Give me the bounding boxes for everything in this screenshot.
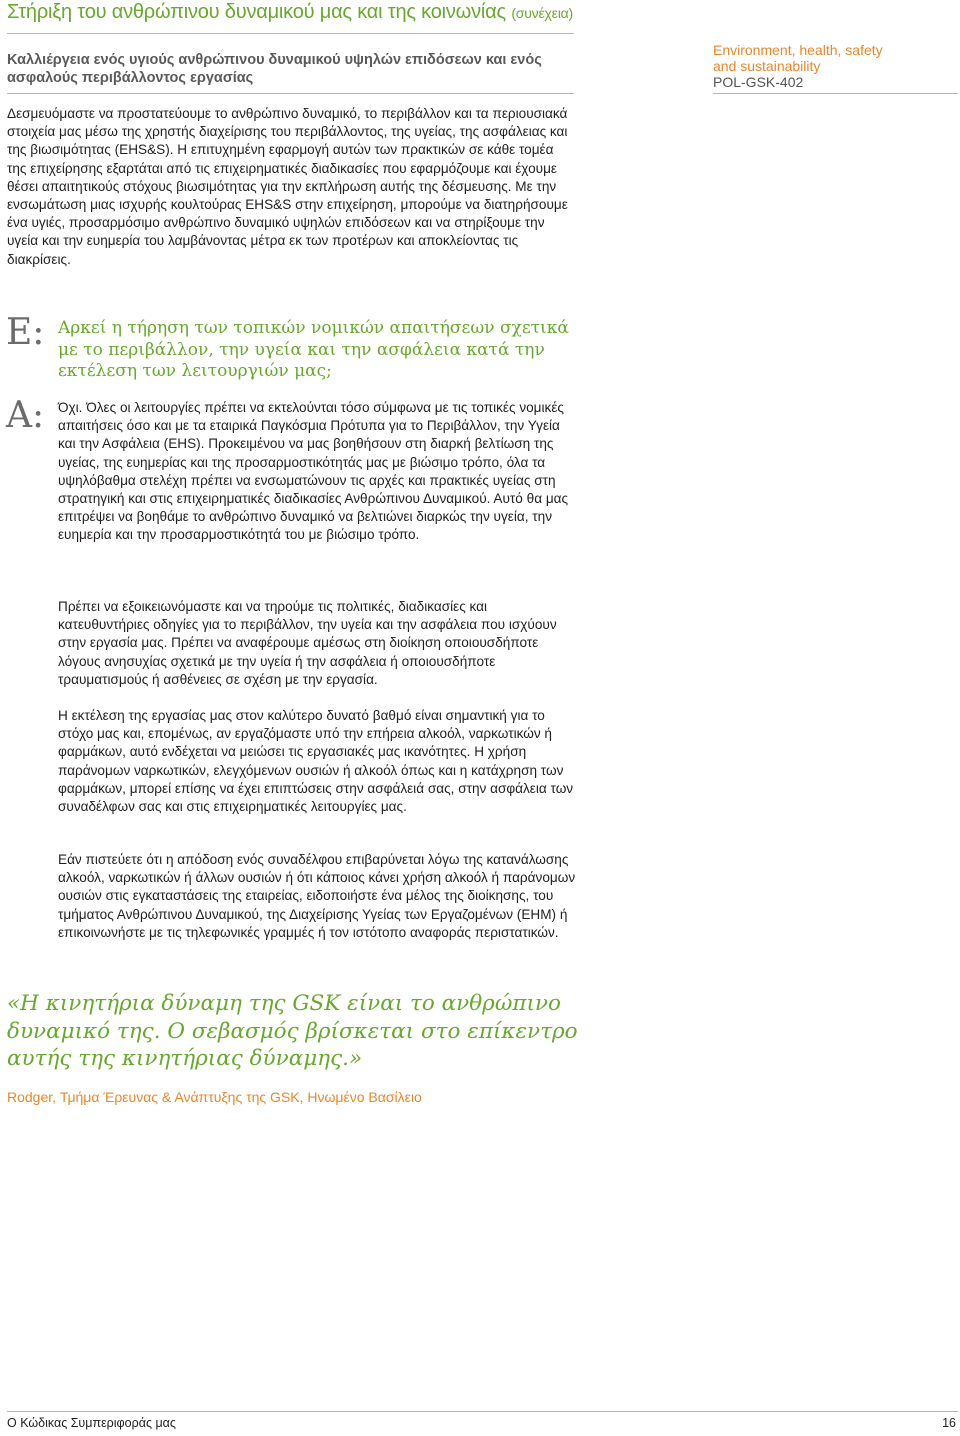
policy-reference (713, 42, 958, 90)
answer-paragraph-1: Όχι. Όλες οι λειτουργίες πρέπει να εκτελούνται τόσο σύμφωνα με τις τοπικές νομικές απαιτήσεις όσο και με τα εταιρικά Παγκόσμια Πρότυπα για το Περιβάλλον, την Υγεία και την Ασφάλεια (EHS). Προκειμένου να μας βοηθήσουν στη διαρκή βελτίωση της υγείας, της ευημερίας και της προσαρμοστικότητάς μας με βιώσιμο τρόπο, όλα τα υψηλόβαθμα στελέχη πρέπει να ενσωματώνουν τις αρχές και πρακτικές υγείας στη στρατηγική και στις επιχειρηματικές διαδικασίες Ανθρώπινου Δυναμικού. Αυτό θα μας επιτρέψει να βοηθάμε το ανθρώπινο δυναμικό να βελτιώνει διαρκώς την υγεία, την ευημερία και την προσαρμοστικότητά του με βιώσιμο τρόπο. (58, 400, 569, 543)
page-title-text: Στήριξη του ανθρώπινου δυναμικού μας και της κοινωνίας (7, 1, 506, 23)
title-divider (7, 33, 574, 34)
question-label: Ε: (6, 312, 45, 353)
answer-label: Α: (6, 395, 45, 436)
page-title-suffix: (συνέχεια) (511, 5, 573, 21)
answer-paragraph-3: Η εκτέλεση της εργασίας μας στον καλύτερο δυνατό βαθμό είναι σημαντική για το στόχο μας και, επομένως, αν εργαζόμαστε υπό την επήρεια αλκοόλ, ναρκωτικών ή φαρμάκων, αυτό ενδέχεται να μειώσει τις εργασιακές μας ικανότητες. Η χρήση παράνομων ναρκωτικών, ελεγχόμενων ουσιών ή αλκοόλ όπως και η κατάχρηση των φαρμάκων, μπορεί επίσης να έχει επιπτώσεις στην ασφάλειά σας, στην ασφάλεια των συναδέλφων σας και στις επιχειρηματικές λειτουργίες μας. (58, 708, 574, 815)
pull-quote: «Η κινητήρια δύναμη της GSK είναι το ανθρώπινο δυναμικό της. Ο σεβασμός βρίσκεται στο επίκεντρο αυτής της κινητήριας δύναμης.» (7, 991, 578, 1071)
footer-divider (7, 1411, 958, 1412)
footer-document-title: Ο Κώδικας Συμπεριφοράς μας (7, 1416, 176, 1430)
intro-paragraph: Δεσμευόμαστε να προστατεύουμε το ανθρώπινο δυναμικό, το περιβάλλον και τα περιουσιακά στοιχεία μας μέσω της χρηστής διαχείρισης του περιβάλλοντος, της υγείας, της ασφάλειας και της βιωσιμότητας (EHS&S). Η επιτυχημένη εφαρμογή αυτών των πρακτικών σε κάθε τομέα της επιχείρησης εξαρτάται από τις επιχειρηματικές διαδικασίες που εφαρμόζουμε και έχουμε θέσει απαιτητικούς στόχους βιωσιμότητας για την εκπλήρωση αυτής της δέσμευσης. Με την ενσωμάτωση μιας ισχυρής κουλτούρας EHS&S στην επιχείρηση, μπορούμε να διατηρήσουμε ένα υγιές, προσαρμόσιμο ανθρώπινο δυναμικό υψηλών επιδόσεων και να στηρίξουμε την υγεία και την ευημερία του λαμβάνοντας μέτρα εκ των προτέρων και αποκλείοντας τις διακρίσεις. (7, 106, 568, 267)
quote-attribution: Rodger, Τμήμα Έρευνας & Ανάπτυξης της GSK, Ηνωμένο Βασίλειο (7, 1089, 422, 1105)
page-number: 16 (942, 1416, 956, 1430)
policy-code: POL-GSK-402 (713, 74, 804, 90)
policy-divider (713, 93, 958, 94)
answer-paragraph-2: Πρέπει να εξοικειωνόμαστε και να τηρούμε τις πολιτικές, διαδικασίες και κατευθυντήριες οδηγίες για το περιβάλλον, την υγεία και την ασφάλεια που ισχύουν στην εργασία μας. Πρέπει να αναφέρουμε αμέσως στη διοίκηση οποιουσδήποτε λόγους ανησυχίας σχετικά με την υγεία ή την ασφάλεια ή οποιουσδήποτε τραυματισμούς ή ασθένειες σε σχέση με την εργασία. (58, 599, 557, 687)
policy-name-line1: Environment, health, safety (713, 42, 883, 58)
section-divider (7, 93, 574, 94)
policy-name-line2: and sustainability (713, 58, 821, 74)
section-heading: Καλλιέργεια ενός υγιούς ανθρώπινου δυναμικού υψηλών επιδόσεων και ενός ασφαλούς περιβάλλοντος εργασίας (7, 52, 542, 86)
answer-paragraph-4: Εάν πιστεύετε ότι η απόδοση ενός συναδέλφου επιβαρύνεται λόγω της κατανάλωσης αλκοόλ, ναρκωτικών ή άλλων ουσιών ή ότι κάποιος κάνει χρήση αλκοόλ ή παράνομων ουσιών στις εγκαταστάσεις της εταιρείας, ειδοποιήστε ένα μέλος της διοίκησης, του τμήματος Ανθρώπινου Δυναμικού, της Διαχείρισης Υγείας των Εργαζομένων (EHM) ή επικοινωνήστε με τις τηλεφωνικές γραμμές ή τον ιστότοπο αναφοράς περιστατικών. (58, 852, 576, 940)
page-title (7, 1, 573, 24)
question-text: Αρκεί η τήρηση των τοπικών νομικών απαιτήσεων σχετικά με το περιβάλλον, την υγεία και την ασφάλεια κατά την εκτέλεση των λειτουργιών μας; (58, 318, 569, 382)
